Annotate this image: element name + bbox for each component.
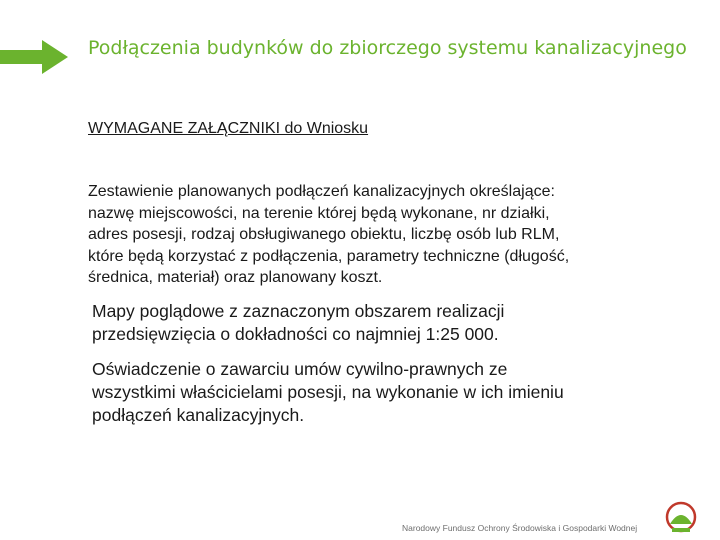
- attachment-item-3: Oświadczenie o zawarciu umów cywilno-prawnych ze wszystkimi właścicielami posesji, na wykonanie w ich imieniu podłączeń kanalizacyjnych.: [92, 359, 564, 425]
- slide-subtitle: WYMAGANE ZAŁĄCZNIKI do Wniosku: [88, 120, 369, 137]
- arrow-right-icon: [0, 38, 70, 78]
- slide-title: Podłączenia budynków do zbiorczego systemu kanalizacyjnego: [88, 37, 687, 59]
- attachment-item-2: Mapy poglądowe z zaznaczonym obszarem realizacji przedsięwzięcia o dokładności co najmniej 1:25 000.: [92, 301, 505, 344]
- nfosigw-logo-icon: [662, 500, 700, 538]
- attachment-item-1: Zestawienie planowanych podłączeń kanalizacyjnych określające: nazwę miejscowości, na terenie której będą wykonane, nr działki, adres posesji, rodzaj obsługiwanego obiektu, liczbę osób lub RLM, które będą korzystać z podłączenia, parametry techniczne (długość, średnica, materiał) oraz planowany koszt.: [88, 183, 570, 286]
- footer-organization: Narodowy Fundusz Ochrony Środowiska i Gospodarki Wodnej: [402, 523, 638, 533]
